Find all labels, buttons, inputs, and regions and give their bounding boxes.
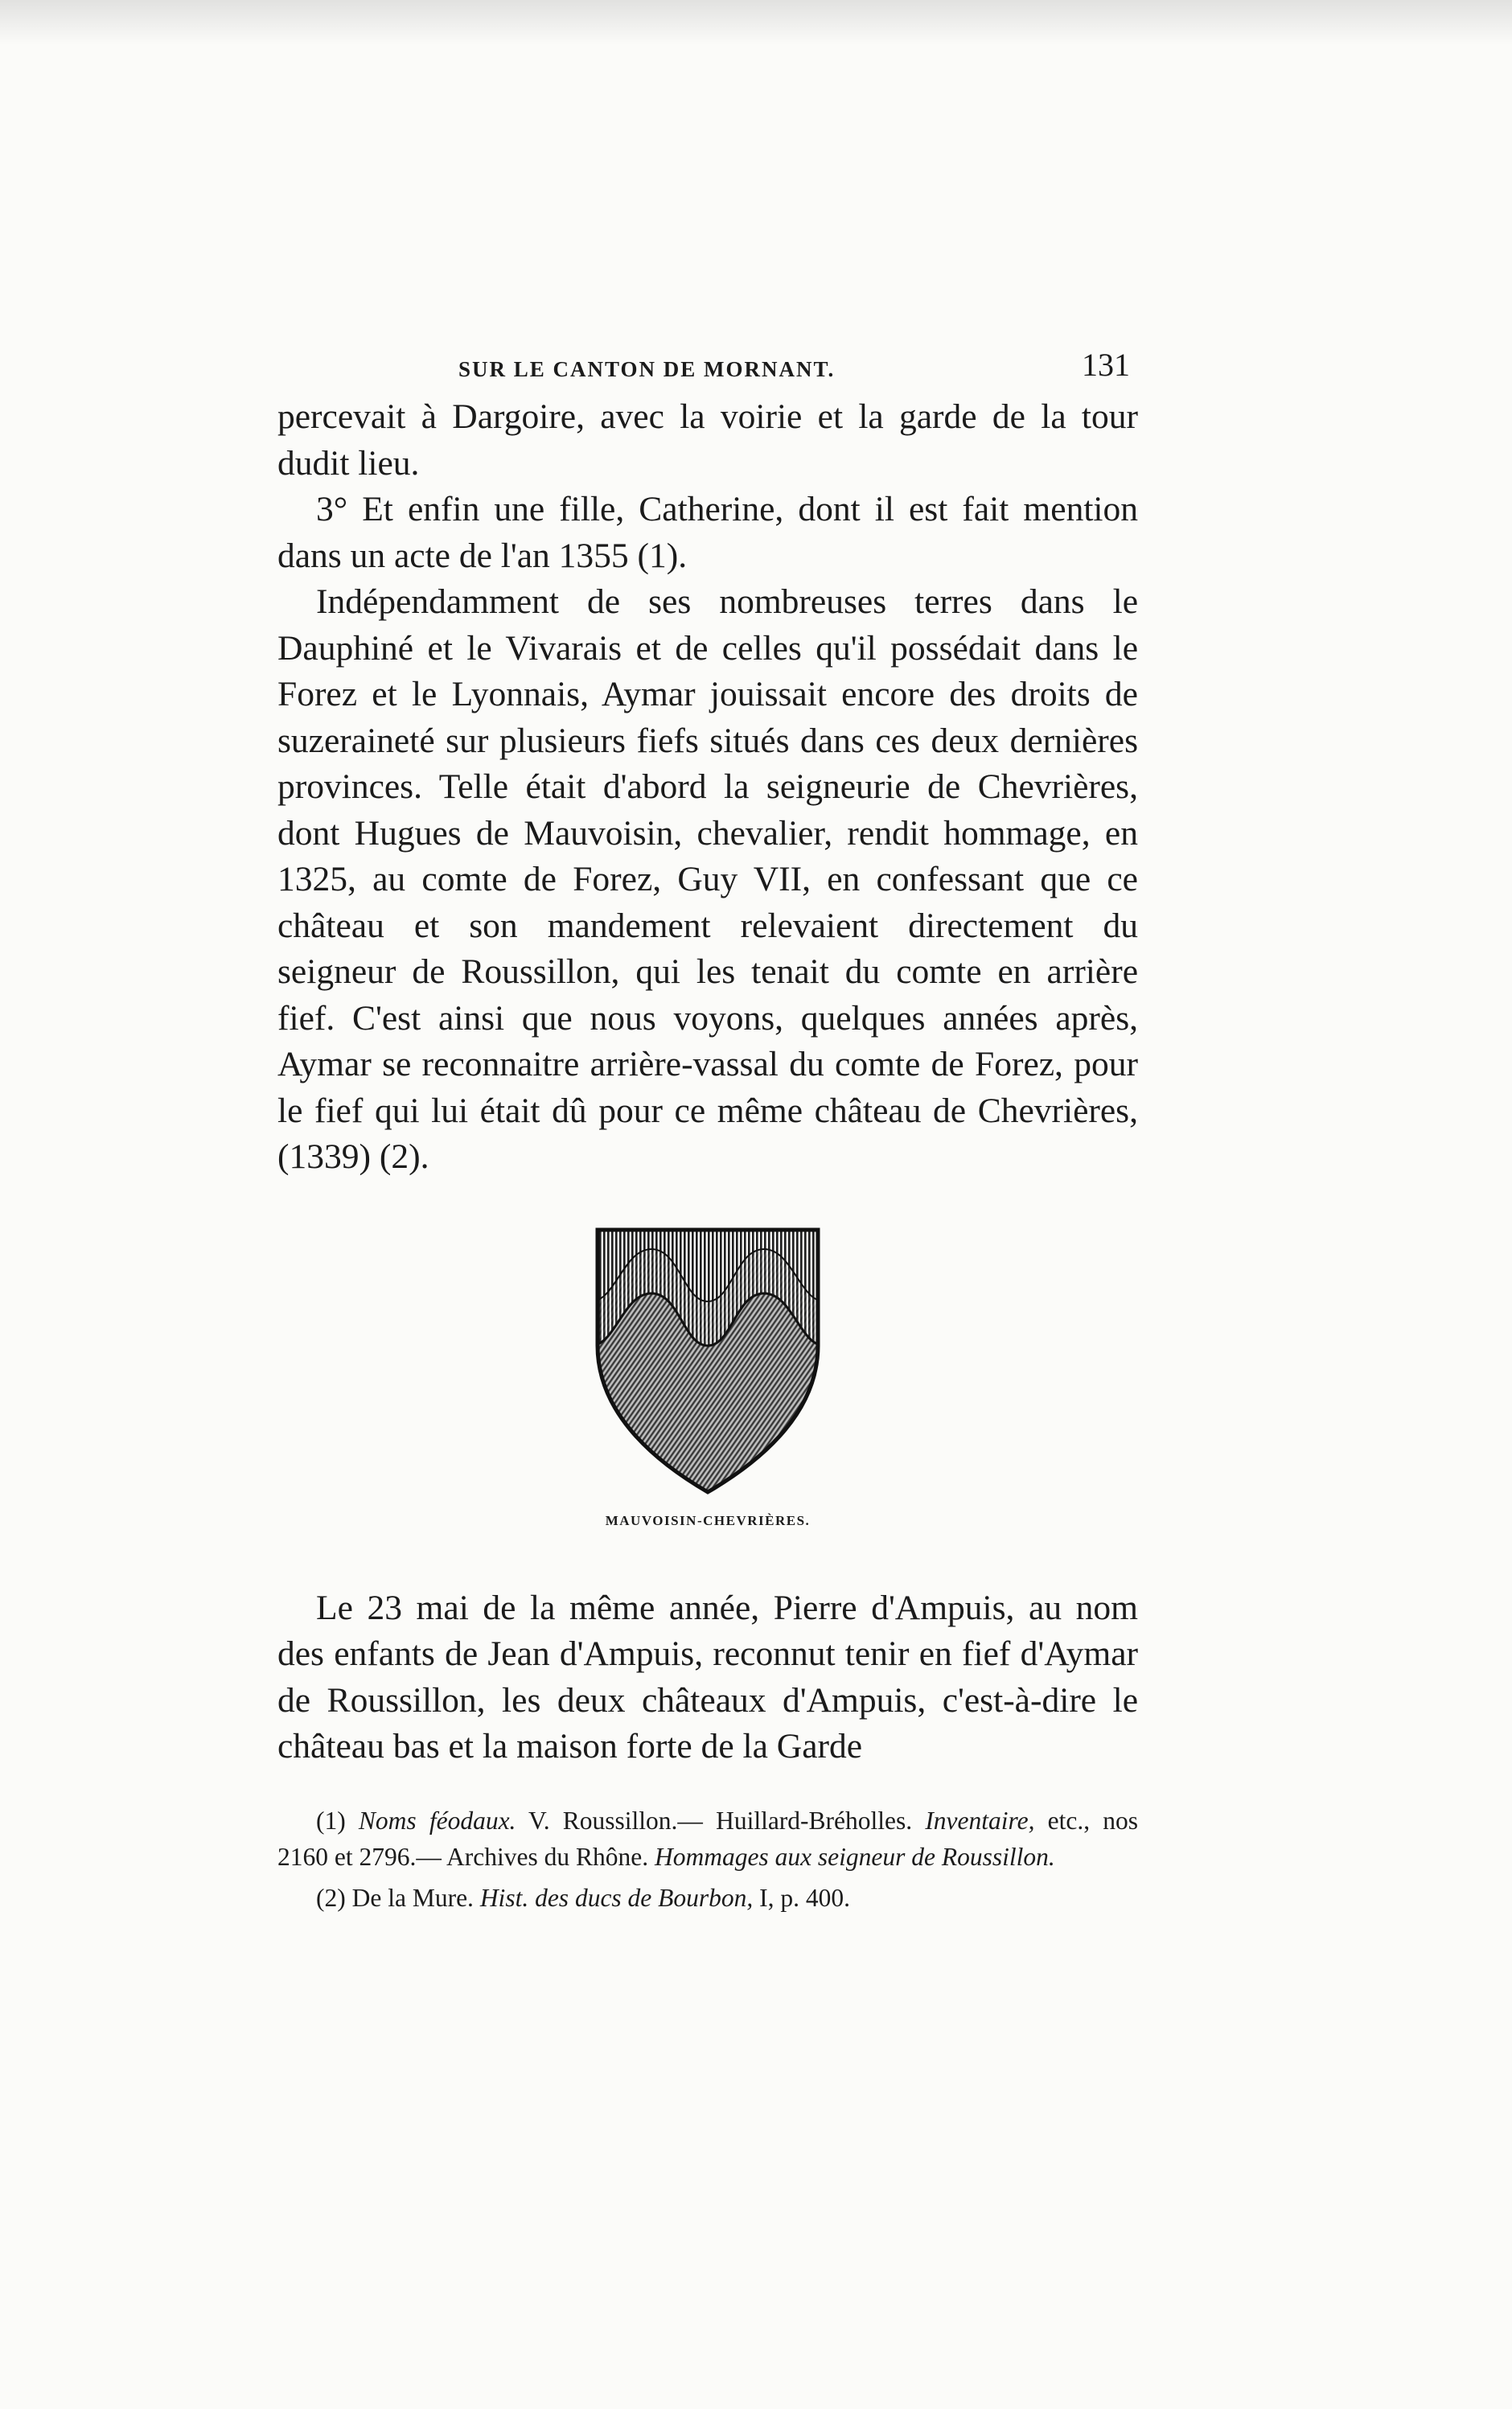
footnote-1-refs: etc., nos 2160 et 2796.— Archives du Rhône.	[277, 1806, 1139, 1871]
footnote-1-text: V. Roussillon.— Huillard-Bréholles.	[516, 1806, 926, 1835]
figure-caption: MAUVOISIN-CHEVRIÈRES.	[605, 1512, 811, 1528]
footnote-2-page: I, p. 400.	[753, 1883, 851, 1912]
paragraph-independamment: Indépendamment de ses nombreuses terres dans le Dauphiné et le Vivarais et de celles qu'il possédait dans le Forez et le Lyonnais, Aymar jouissait encore des droits de suzeraineté sur plusieurs fiefs situés dans ces deux dernières provinces. Telle était d'abord la seigneurie de Chevrières, dont Hugues de Mauvoisin, chevalier, rendit hommage, en 1325, au comte de Forez, Guy VII, en confessant que ce château et son mandement relevaient directement du seigneur de Roussillon, qui les tenait du comte en arrière fief. C'est ainsi que nous voyons, quelques années après, Aymar se reconnaitre arrière-vassal du comte de Forez, pour le fief qui lui était dû pour ce même château de Chevrières, (1339) (2).	[277, 582, 1138, 1176]
figure-coat-of-arms	[277, 1225, 1138, 1529]
running-title: SUR LE CANTON DE MORNANT.	[458, 357, 836, 381]
running-head	[277, 346, 1138, 394]
paragraph-catherine: 3° Et enfin une fille, Catherine, dont il est fait mention dans un acte de l'an 1355 (1).	[277, 490, 1138, 575]
footnote-2-title: Hist. des ducs de Bourbon,	[479, 1883, 754, 1912]
footnote-1	[277, 1803, 1138, 1875]
footnote-1-inventaire: Inventaire,	[925, 1806, 1035, 1835]
footnote-2	[277, 1880, 1138, 1916]
paragraph-le-23-mai: Le 23 mai de la même année, Pierre d'Ampuis, au nom des enfants de Jean d'Ampuis, reconnut tenir en fief d'Aymar de Roussillon, les deux châteaux d'Ampuis, c'est-à-dire le château bas et la maison forte de la Garde	[277, 1588, 1138, 1766]
footnote-1-marker: (1)	[316, 1806, 346, 1835]
page-number: 131	[1082, 347, 1130, 383]
footnote-1-hommages: Hommages aux seigneur de Roussillon.	[654, 1842, 1055, 1871]
footnote-2-marker: (2)	[316, 1883, 346, 1912]
book-page	[277, 346, 1138, 1921]
footnote-2-author: De la Mure.	[345, 1883, 480, 1912]
footnote-1-title: Noms féodaux.	[358, 1806, 516, 1835]
paragraph-continuation: percevait à Dargoire, avec la voirie et la garde de la tour dudit lieu.	[277, 397, 1138, 483]
scan-edge-shadow	[0, 0, 1512, 56]
footnotes	[277, 1803, 1138, 1916]
coat-of-arms-icon	[591, 1225, 824, 1498]
